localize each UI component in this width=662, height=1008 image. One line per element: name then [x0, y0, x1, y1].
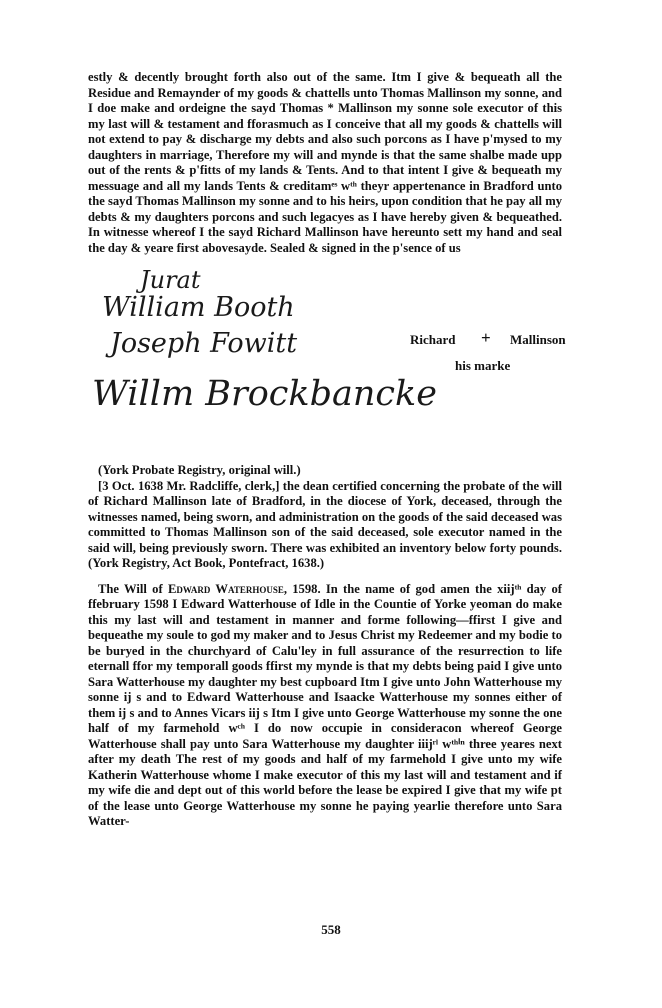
mallinson-first-name: Richard [410, 332, 456, 347]
watterhouse-heading: Edward Waterhouse, 1598. [167, 581, 321, 596]
source-note: (York Probate Registry, original will.) [98, 463, 301, 477]
mallinson-cross-mark: + [481, 328, 491, 347]
probate-paragraph: [3 Oct. 1638 Mr. Radcliffe, clerk,] the dean certified concerning the probate of the will of Richard Mallinson late of Bradford, in the diocese of York, deceased, through the witnesses named, being sworn, and administration on the goods of the said deceased was committed to Thomas Mallinson son of the said deceased, sole executor named in the said will, being previously sworn. There was exhibited an inventory below forty pounds. (York Registry, Act Book, Pontefract, 1638.) [88, 478, 562, 570]
mark-caption: his marke [455, 358, 511, 373]
mallinson-last-name: Mallinson [510, 332, 566, 347]
document-page [88, 70, 566, 830]
signature-willm-brockbancke: Willm Brockbancke [92, 374, 437, 414]
signature-block [88, 256, 566, 461]
signature-william-booth: William Booth [102, 292, 295, 323]
page-number: 558 [321, 922, 341, 937]
signature-joseph-fowitt: Joseph Fowitt [110, 328, 298, 359]
watterhouse-body: In the name of god amen the xiijᵗʰ day of ffebruary 1598 I Edward Watterhouse of Idle in the Countie of Yorke yeoman do make this my last will and testament in manner and forme following—ffirst I give and bequeathe my soule to god my maker and to Jesus Christ my Redeemer and my bodie to be buryed in the churchyard of Calu'ley in full assurance of the resurrection to life eternall ffor my temporall goods ffirst my mynde is that my debts being paid I give unto Sara Watterhouse my daughter my best cupboard Itm I give unto John Watterhouse my sonne ij s and to Edward Watterhouse and Isaacke Watterhouse my sonnes either of them ij s and to Annes Vicars iij s Itm I give unto George Watterhouse my sonne the one half of my farmehold wᶜʰ I do now occupie in consideracon whereof George Watterhouse shall pay unto Sara Watterhouse my daughter iiijʳˡ wᵗʰⁱⁿ three yeares next after my death The rest of my goods and half of my farmehold I give unto my wife Katherin Watterhouse whome I make executor of this my last will and testament and if my wife die and dept out of this world before the lease be expired I give that my wife pt of the lease unto George Watterhouse my sonne he paying yearlie therefore unto Sara Watter- [88, 581, 562, 828]
watterhouse-will-paragraph [88, 582, 562, 830]
signature-jurat: Jurat [140, 266, 201, 294]
paragraph-gap [88, 572, 562, 582]
watterhouse-intro: The Will of [98, 581, 163, 596]
will-text-paragraph: estly & decently brought forth also out of the same. Itm I give & bequeath all the Residue and Remaynder of my goods & chattells unto Thomas Mallinson my sonne, and I doe make and ordeigne the sayd Thomas * Mallinson my sonne sole executor of this my last will & testament and fforasmuch as I conceive that all my goods & chattells will not extend to pay & discharge my debts and also such porcons as I have p'mysed to my daughters in marriage, Therefore my will and mynde is that the same shalbe made upp out of the rents & p'fitts of my lands & Tents. And to that intent I give & bequeath my messuage and all my lands Tents & creditamᵉˢ wᵗʰ theyr appertenance in Bradford unto the sayd Thomas Mallinson my sonne and to his heirs, upon condition that he pay all my debts & my daughters porcons and such legacyes as I have hereby given & bequeathed. In witnesse whereof I the sayd Richard Mallinson have hereunto sett my hand and seal the day & yeare first abovesayde. Sealed & signed in the p'sence of us [88, 70, 562, 255]
